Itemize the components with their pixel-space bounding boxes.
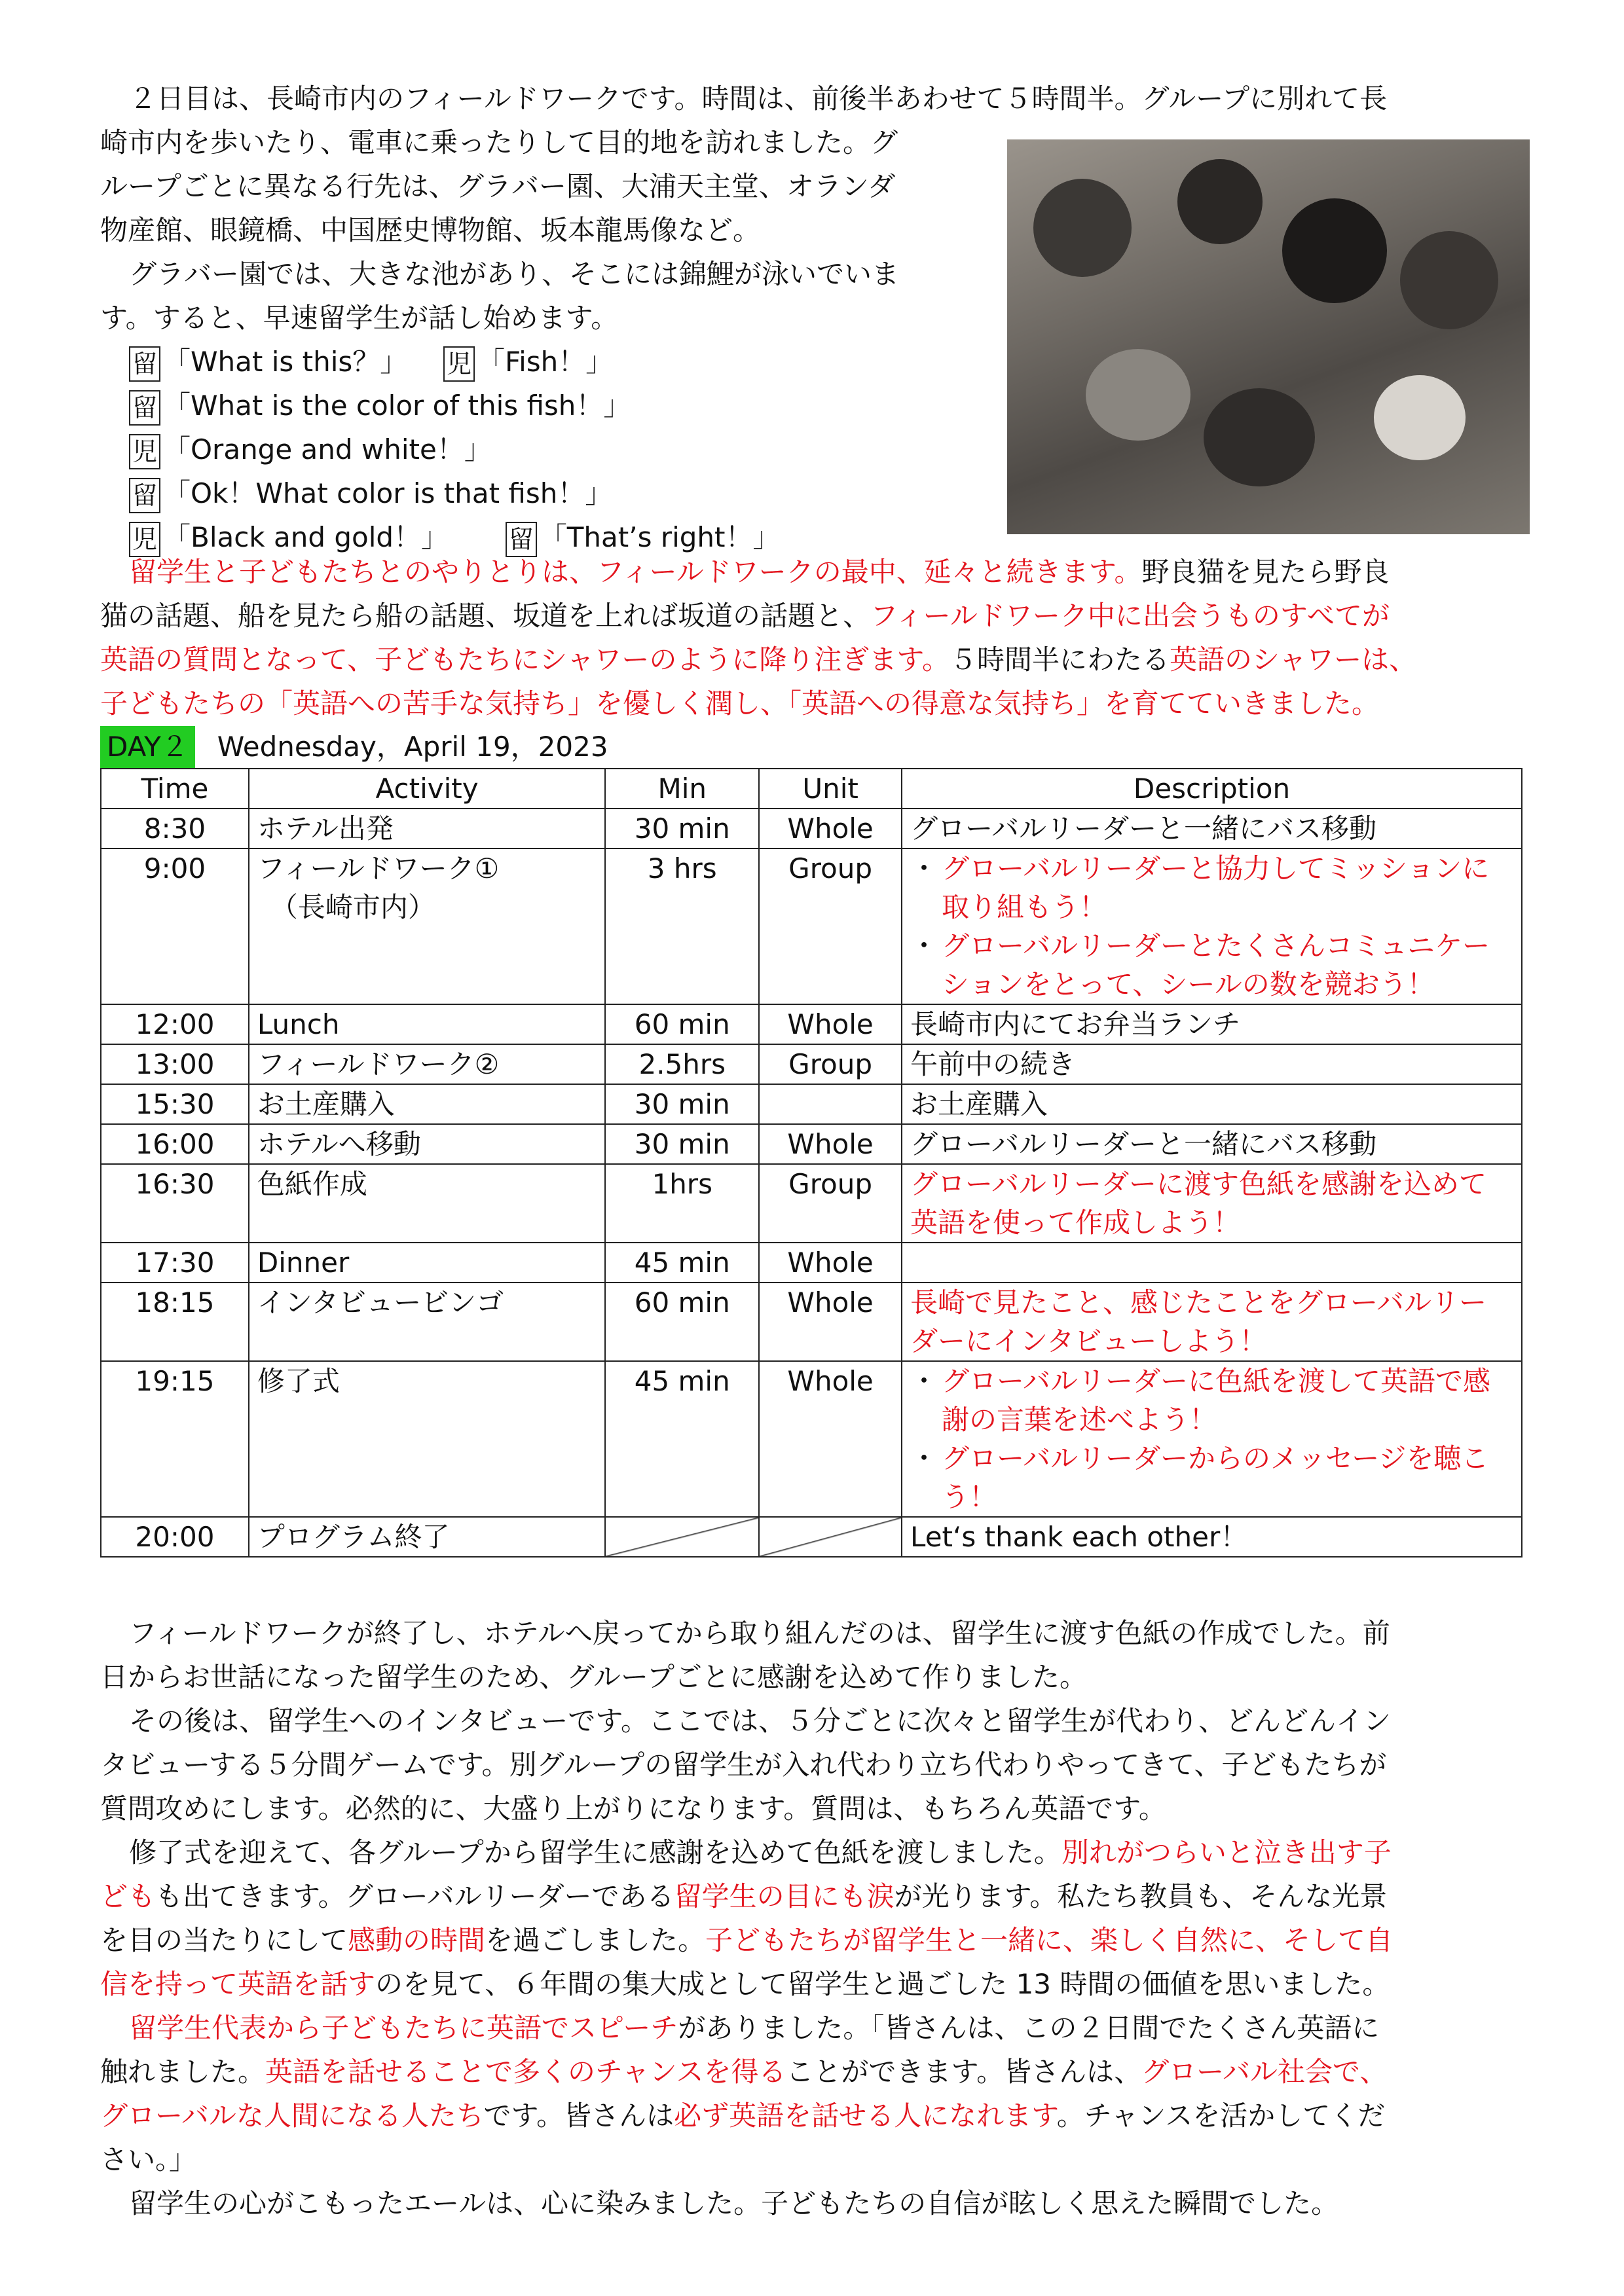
list-item: ・ グローバルリーダーとたくさんコミュニケーションをとって、シールの数を競おう！ xyxy=(910,926,1513,1004)
header-unit: Unit xyxy=(759,769,902,809)
speaker-exchange-student-badge: 留 xyxy=(129,478,160,513)
table-row: 8:30 ホテル出発 30 min Whole グローバルリーダーと一緒にバス移動 xyxy=(101,809,1522,848)
day-date: Wednesday，April 19，2023 xyxy=(217,731,608,763)
after-p4-line-2: 触れました。英語を話せることで多くのチャンスを得ることができます。皆さんは、グローバル社会で、 xyxy=(100,2056,1388,2088)
after-p1-line-2: 日からお世話になった留学生のため、グループごとに感謝を込めて作りました。 xyxy=(100,1661,1087,1693)
para2-line-3: 英語の質問となって、子どもたちにシャワーのように降り注ぎます。５時間半にわたる英語のシャワーは、 xyxy=(100,644,1417,676)
after-p1-line-1: フィールドワークが終了し、ホテルへ戻ってから取り組んだのは、留学生に渡す色紙の作成でした。前 xyxy=(129,1617,1390,1649)
dialogue-line-1 xyxy=(129,340,613,384)
table-row: 12:00 Lunch 60 min Whole 長崎市内にてお弁当ランチ xyxy=(101,1004,1522,1044)
dialogue-text: 「Black and gold！」 xyxy=(163,521,449,553)
dialogue-text: 「Ok！What color is that fish！」 xyxy=(163,477,613,509)
speaker-child-badge: 児 xyxy=(129,522,160,557)
dialogue-text: 「What is the color of this fish！」 xyxy=(163,390,631,422)
dialogue-text: 「That’s right！」 xyxy=(539,521,781,553)
after-p4-line-1: 留学生代表から子どもたちに英語でスピーチがありました。「皆さんは、この２日間でたくさん英語に xyxy=(129,2012,1380,2044)
dialogue-text: 「What is this？」 xyxy=(163,346,408,378)
day-badge: DAY２ xyxy=(100,726,195,768)
table-row: 19:15 修了式 45 min Whole ・ グローバルリーダーに色紙を渡して英語で感謝の言葉を述べよう！ ・ グローバルリーダーからのメッセージを聴こう！ xyxy=(101,1361,1522,1517)
after-p2-line-1: その後は、留学生へのインタビューです。ここでは、５分ごとに次々と留学生が代わり、どんどんイン xyxy=(129,1705,1391,1737)
after-p3-line-2: どもも出てきます。グローバルリーダーである留学生の目にも涙が光ります。私たち教員も、そんな光景 xyxy=(100,1880,1388,1912)
header-activity: Activity xyxy=(249,769,605,809)
intro-line-1: ２日目は、長崎市内のフィールドワークです。時間は、前後半あわせて５時間半。グループに別れて長 xyxy=(129,82,1388,115)
table-row: 16:00 ホテルへ移動 30 min Whole グローバルリーダーと一緒にバス移動 xyxy=(101,1124,1522,1164)
empty-diagonal-cell xyxy=(605,1517,759,1557)
day-heading xyxy=(100,726,608,768)
after-p2-line-2: タビューする５分間ゲームです。別グループの留学生が入れ代わり立ち代わりやってきて、子どもたちが xyxy=(100,1749,1387,1781)
speaker-exchange-student-badge: 留 xyxy=(506,522,537,557)
after-p3-line-1: 修了式を迎えて、各グループから留学生に感謝を込めて色紙を渡しました。別れがつらいと泣き出す子 xyxy=(129,1836,1392,1868)
table-header-row xyxy=(101,769,1522,809)
dialogue-text: 「Fish！」 xyxy=(477,346,614,378)
students-photo xyxy=(1007,139,1530,534)
table-row: 16:30 色紙作成 1hrs Group グローバルリーダーに渡す色紙を感謝を込めて英語を使って作成しよう！ xyxy=(101,1164,1522,1243)
speaker-exchange-student-badge: 留 xyxy=(129,390,160,426)
after-p4-line-3: グローバルな人間になる人たちです。皆さんは必ず英語を話せる人になれます。チャンスを活かしてくだ xyxy=(100,2100,1386,2132)
table-row: 13:00 フィールドワーク② 2.5hrs Group 午前中の続き xyxy=(101,1044,1522,1084)
table-row: 18:15 インタビュービンゴ 60 min Whole 長崎で見たこと、感じたことをグローバルリーダーにインタビューしよう！ xyxy=(101,1283,1522,1361)
table-row: 15:30 お土産購入 30 min お土産購入 xyxy=(101,1084,1522,1124)
para2-line-2: 猫の話題、船を見たら船の話題、坂道を上れば坂道の話題と、フィールドワーク中に出会うものすべてが xyxy=(100,600,1390,632)
table-row: 20:00 プログラム終了 Let‘s thank each other！ xyxy=(101,1517,1522,1557)
after-p3-line-4: 信を持って英語を話すのを見て、６年間の集大成として留学生と過ごした 13 時間の価値を思いました。 xyxy=(100,1968,1390,2000)
speaker-exchange-student-badge: 留 xyxy=(129,346,160,382)
intro-line-2: 崎市内を歩いたり、電車に乗ったりして目的地を訪れました。グ xyxy=(100,126,898,158)
dialogue-line-2 xyxy=(129,384,631,428)
para2-line-4: 子どもたちの「英語への苦手な気持ち」を優しく潤し、「英語への得意な気持ち」を育てていきました。 xyxy=(100,687,1380,720)
schedule-table xyxy=(100,768,1522,1558)
after-p5-line-1: 留学生の心がこもったエールは、心に染みました。子どもたちの自信が眩しく思えた瞬間でした。 xyxy=(129,2187,1339,2219)
dialogue-line-4 xyxy=(129,471,612,515)
dialogue-text: 「Orange and white！」 xyxy=(163,433,492,465)
empty-diagonal-cell xyxy=(759,1517,902,1557)
table-row: 17:30 Dinner 45 min Whole xyxy=(101,1243,1522,1283)
header-time: Time xyxy=(101,769,249,809)
speaker-child-badge: 児 xyxy=(129,434,160,469)
header-min: Min xyxy=(605,769,759,809)
intro-line-3: ループごとに異なる行先は、グラバー園、大浦天主堂、オランダ xyxy=(100,170,896,202)
list-item: ・ グローバルリーダーに色紙を渡して英語で感謝の言葉を述べよう！ xyxy=(910,1362,1513,1439)
intro-line-4: 物産館、眼鏡橋、中国歴史博物館、坂本龍馬像など。 xyxy=(100,214,761,246)
intro-line-5: グラバー園では、大きな池があり、そこには錦鯉が泳いでいま xyxy=(129,258,900,290)
intro-line-6: す。すると、早速留学生が話し始めます。 xyxy=(100,302,619,334)
list-item: ・ グローバルリーダーからのメッセージを聴こう！ xyxy=(910,1439,1513,1516)
speaker-child-badge: 児 xyxy=(443,346,475,382)
para2-line-1: 留学生と子どもたちとのやりとりは、フィールドワークの最中、延々と続きます。野良猫を見たら野良 xyxy=(129,556,1390,588)
after-p4-line-4: さい。」 xyxy=(100,2143,197,2176)
dialogue-line-3 xyxy=(129,428,492,471)
after-p3-line-3: を目の当たりにして感動の時間を過ごしました。子どもたちが留学生と一緒に、楽しく自然に、そして自 xyxy=(100,1924,1393,1956)
table-row: 9:00 フィールドワーク① （長崎市内） 3 hrs Group ・ グローバルリーダーと協力してミッションに取り組もう！ ・ グローバルリーダーとたくさんコミュニケーションをとって、シールの数を競おう！ xyxy=(101,848,1522,1004)
after-p2-line-3: 質問攻めにします。必然的に、大盛り上がりになります。質問は、もちろん英語です。 xyxy=(100,1793,1166,1825)
list-item: ・ グローバルリーダーと協力してミッションに取り組もう！ xyxy=(910,849,1513,926)
header-description: Description xyxy=(902,769,1522,809)
